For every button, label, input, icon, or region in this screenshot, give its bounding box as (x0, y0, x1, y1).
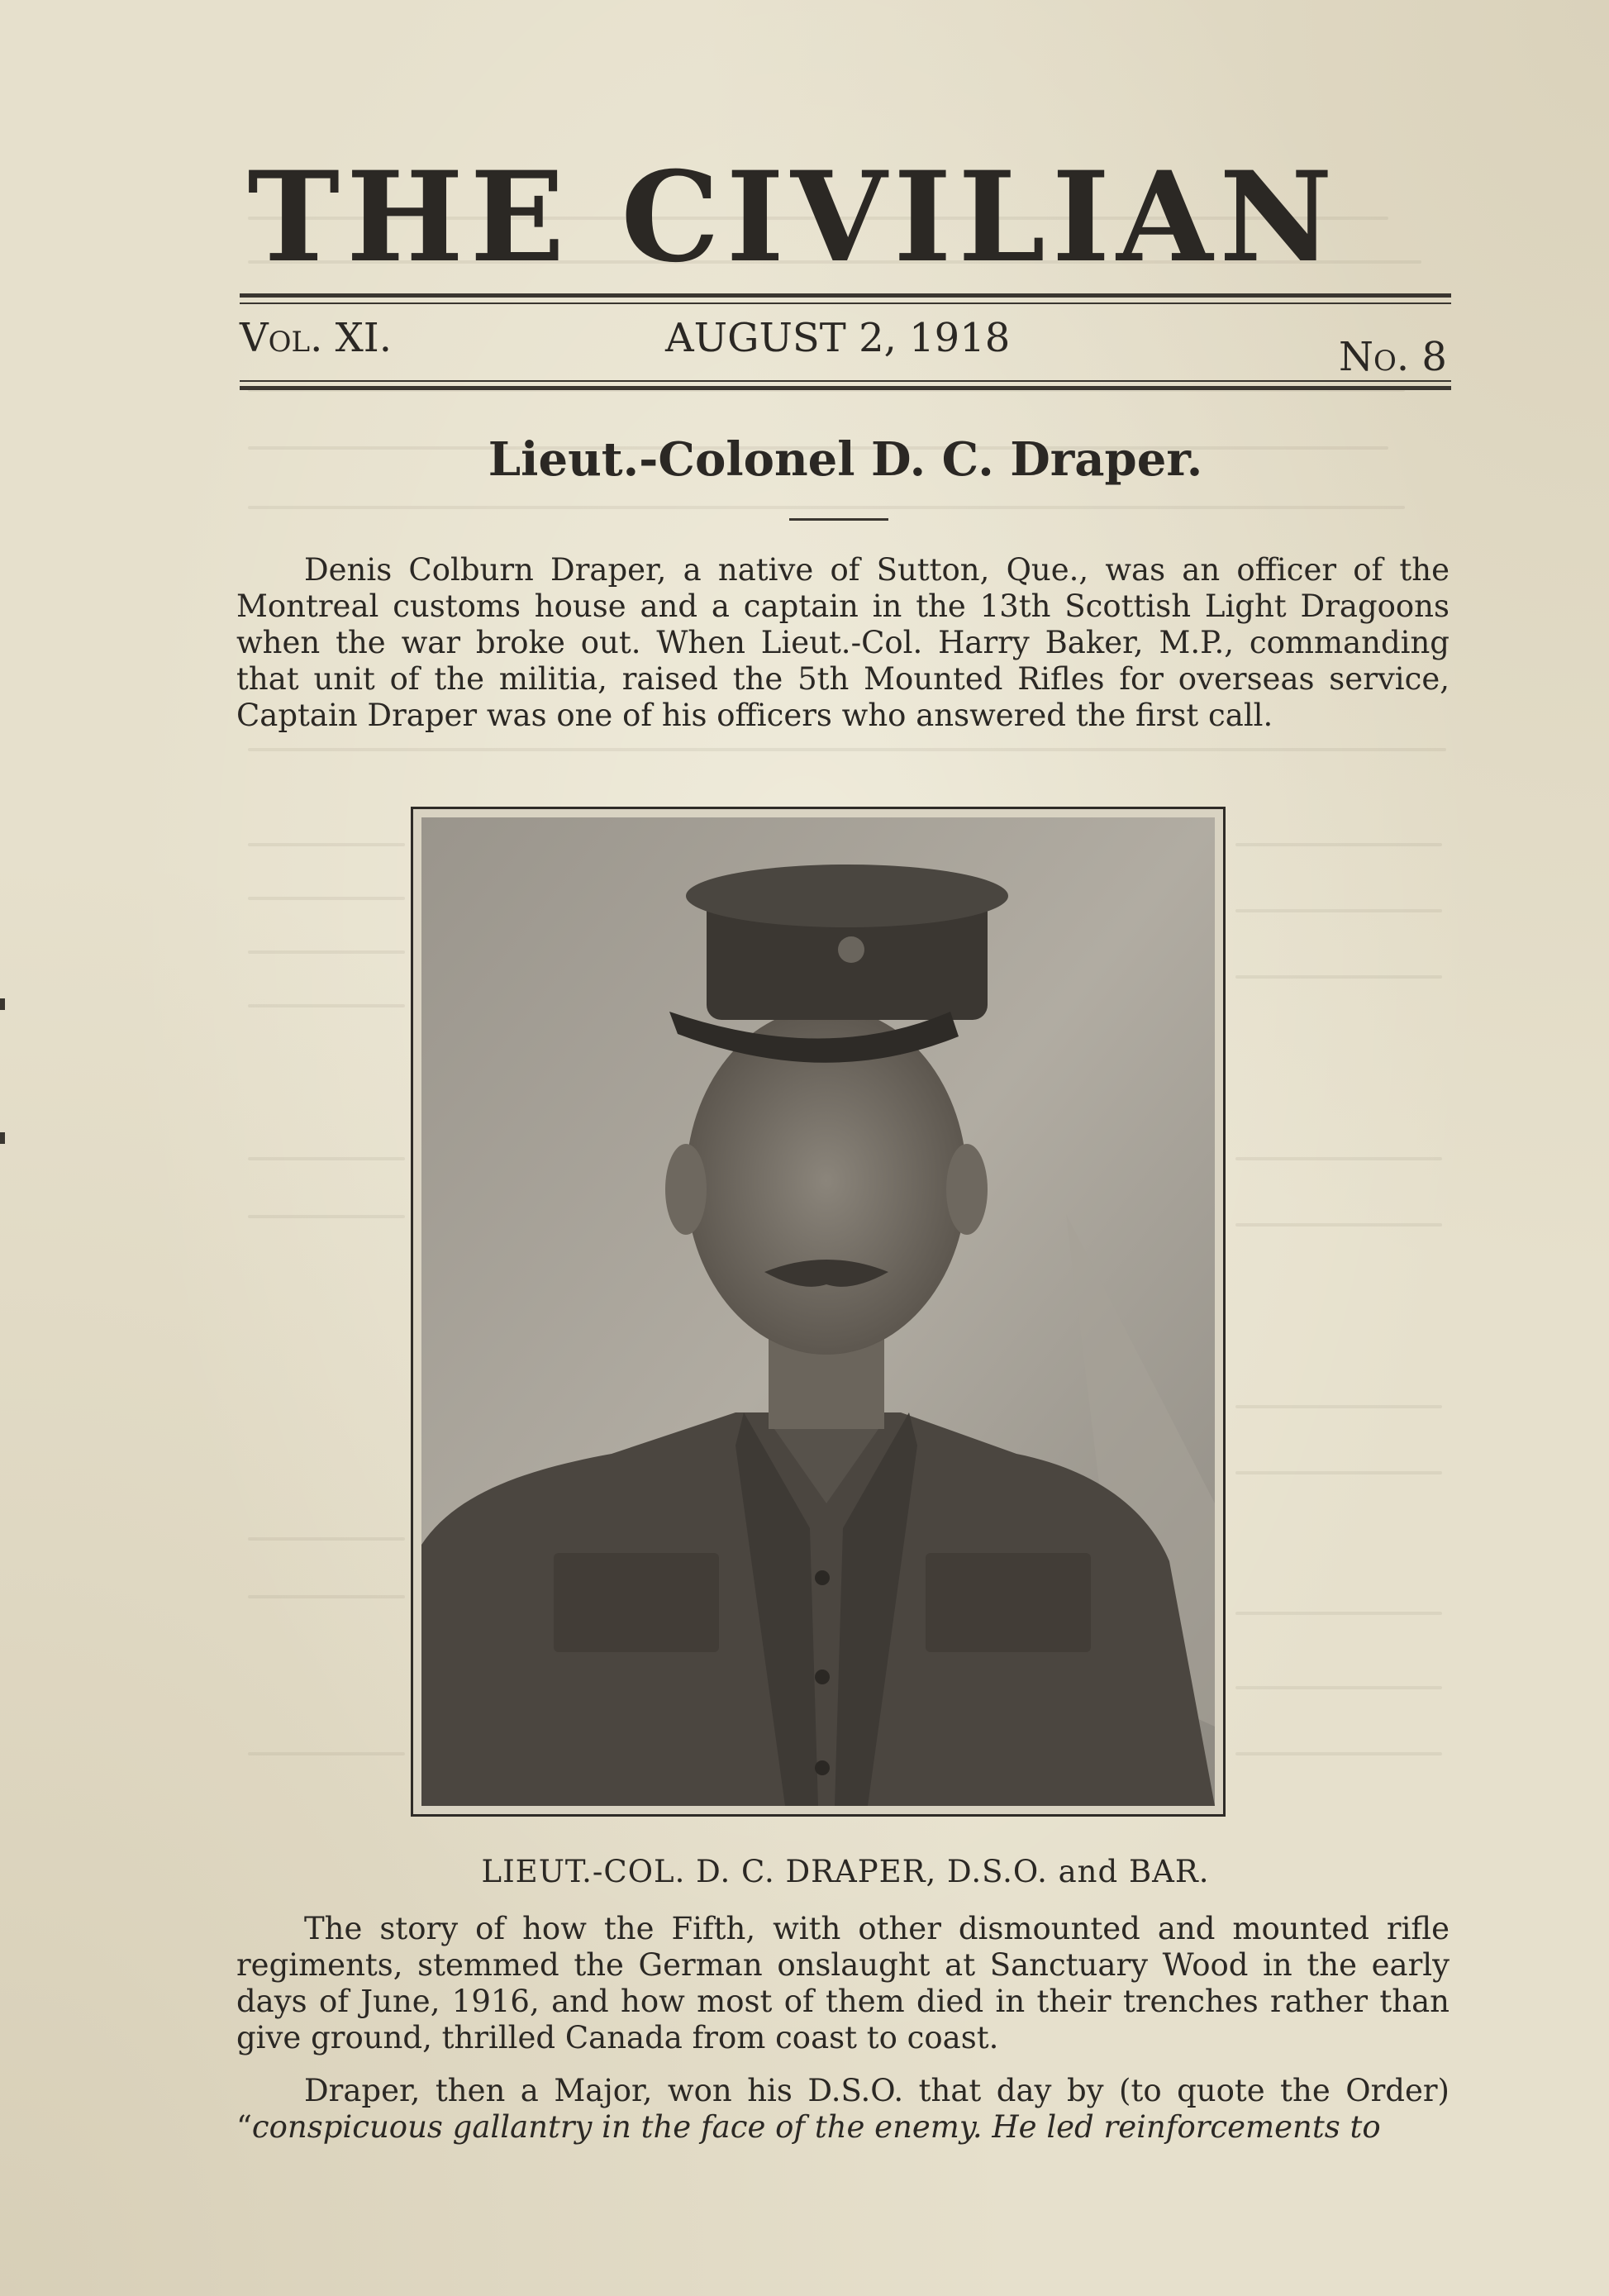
volume-label: Vol. XI. (240, 315, 393, 361)
issue-date: AUGUST 2, 1918 (665, 315, 1011, 361)
masthead-rule-top-thin (240, 302, 1451, 304)
headline-divider (789, 518, 888, 521)
portrait-photo (411, 807, 1226, 1817)
photo-caption: LIEUT.-COL. D. C. DRAPER, D.S.O. and BAR. (481, 1854, 1210, 1889)
article-headline: Lieut.-Colonel D. C. Draper. (488, 432, 1203, 487)
article-paragraph-1: Denis Colburn Draper, a native of Sutton, Que., was an officer of the Montreal customs house and a captain in the 13th Scottish Light Dragoons when the war broke out. When Lieut.-Col. Harry Baker, M.P., commanding that unit of the militia, raised the 5th Mounted Rifles for overseas service, Captain Draper was one of his officers who answered the first call. (236, 552, 1450, 733)
issue-number: No. 8 (1339, 334, 1447, 380)
article-paragraph-2: The story of how the Fifth, with other dismounted and mounted rifle regiments, stemmed the German onslaught at Sanctuary Wood in the early days of June, 1916, and how most of them died in their trenches rather than give ground, thrilled Canada from coast to coast. (236, 1911, 1450, 2055)
portrait-image (421, 817, 1215, 1806)
masthead-title: THE CIVILIAN (247, 145, 1340, 290)
folio-rule-thick (240, 386, 1451, 390)
masthead-rule-top-thick (240, 293, 1451, 298)
paragraph-3-quote: conspicuous gallantry in the face of the enemy. He led reinforcements to (251, 2109, 1381, 2145)
folio-rule-thin (240, 380, 1451, 382)
page-edge-mark (0, 998, 5, 1010)
paragraph-3-text: Draper, then a Major, won his D.S.O. that day by (to quote the Order) “ (236, 2073, 1450, 2145)
page-edge-mark (0, 1132, 5, 1144)
article-paragraph-3 (236, 2073, 1450, 2146)
